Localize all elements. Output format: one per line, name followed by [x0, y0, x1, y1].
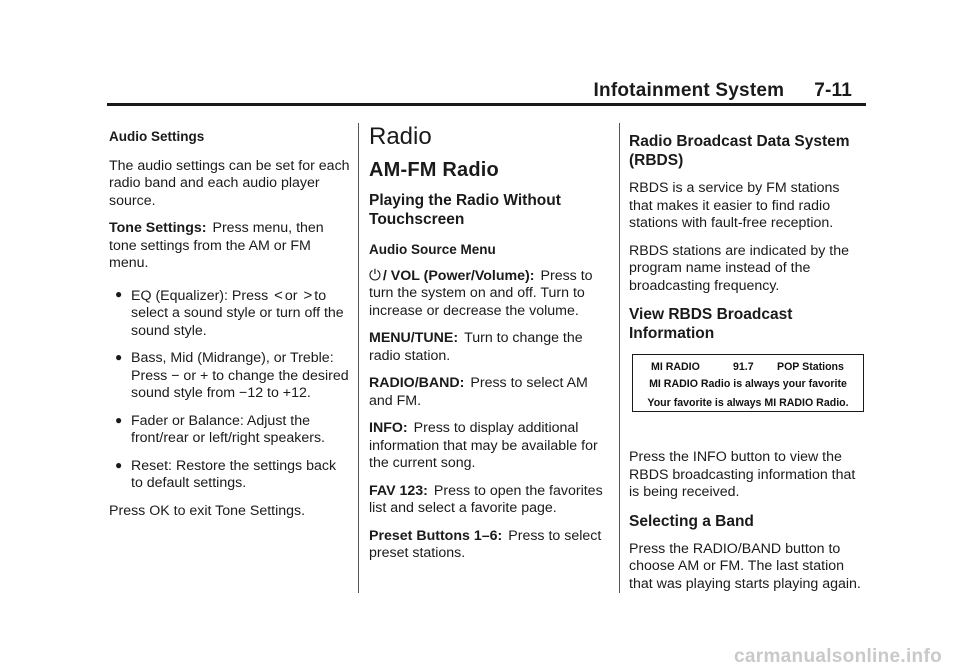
rbds-heading: Radio Broadcast Data System (RBDS) — [629, 133, 850, 169]
list-item: ⏻ / VOL (Power/Volume): Press to turn the system on and off. Turn to increase or decrease the volume. — [369, 266, 593, 319]
bullet-icon: ● — [115, 350, 123, 364]
rbds-paragraph-3: Press the INFO button to view the RBDS broadcasting information that is being received. — [629, 449, 856, 500]
tone-settings-text: Press menu, then tone settings from the AM or FM menu. — [109, 220, 324, 271]
selecting-band-heading: Selecting a Band — [629, 512, 754, 530]
rbds-display-line-3: Your favorite is always MI RADIO Radio. — [647, 397, 849, 409]
audio-source-heading: Audio Source Menu — [369, 242, 496, 257]
audio-settings-heading: Audio Settings — [109, 129, 205, 144]
seek-right-icon: > — [303, 286, 313, 304]
column-divider-1 — [358, 123, 359, 593]
list-item: ● Bass, Mid (Midrange), or Treble: Press − or + to change the desired sound style from −12 to +12. — [115, 350, 349, 401]
list-item: Preset Buttons 1–6: Press to select preset stations. — [369, 527, 602, 561]
list-item: INFO: Press to display additional information that may be available for the current song. — [369, 420, 598, 471]
band-paragraph: Press the RADIO/BAND button to choose AM or FM. The last station that was playing starts playing again. — [629, 540, 861, 592]
rbds-paragraph-1: RBDS is a service by FM stations that makes it easier to find radio stations with fault-free reception. — [629, 180, 840, 231]
audio-intro: The audio settings can be set for each radio band and each audio player source. — [109, 157, 350, 209]
list-item: ● EQ (Equalizer): Press < or > to select a sound style or turn off the sound style. — [115, 286, 344, 339]
tone-settings-label: Tone Settings: — [109, 220, 207, 236]
radio-heading: Radio — [369, 123, 432, 150]
column-radio — [369, 124, 609, 573]
audio-outro: Press OK to exit Tone Settings. — [109, 502, 306, 519]
list-item: RADIO/BAND: Press to select AM and FM. — [369, 375, 588, 409]
rbds-frequency: 91.7 — [733, 361, 754, 373]
power-icon: ⏻ — [369, 266, 381, 284]
list-item: ● Reset: Restore the settings back to default settings. — [115, 457, 337, 491]
rbds-paragraph-2: RBDS stations are indicated by the program name instead of the broadcasting frequency. — [629, 242, 850, 294]
header-rule — [107, 103, 866, 106]
column-audio-settings — [109, 122, 351, 530]
bullet-icon: ● — [115, 286, 123, 301]
view-rbds-heading: View RBDS Broadcast Information — [629, 306, 793, 342]
bullet-icon: ● — [115, 412, 123, 427]
tone-settings-paragraph — [109, 220, 351, 273]
rbds-display-illustration — [632, 354, 864, 412]
watermark: carmanualsonline.info — [734, 646, 942, 667]
column-divider-2 — [619, 123, 620, 593]
section-title: Infotainment System — [593, 80, 785, 101]
am-fm-heading: AM-FM Radio — [369, 158, 499, 181]
page-header — [594, 80, 852, 102]
playing-radio-heading: Playing the Radio Without Touchscreen — [369, 192, 561, 228]
list-item: MENU/TUNE: Turn to change the radio station. — [369, 330, 583, 364]
rbds-station: MI RADIO — [651, 361, 700, 373]
rbds-display-line-2: MI RADIO Radio is always your favorite — [649, 378, 847, 390]
list-item: FAV 123: Press to open the favorites list and select a favorite page. — [369, 482, 603, 516]
seek-left-icon: < — [274, 286, 283, 304]
rbds-genre: POP Stations — [777, 361, 844, 373]
page-number: 7-11 — [814, 80, 852, 101]
list-item: ● Fader or Balance: Adjust the front/rear or left/right speakers. — [115, 412, 325, 446]
bullet-icon: ● — [115, 457, 123, 472]
